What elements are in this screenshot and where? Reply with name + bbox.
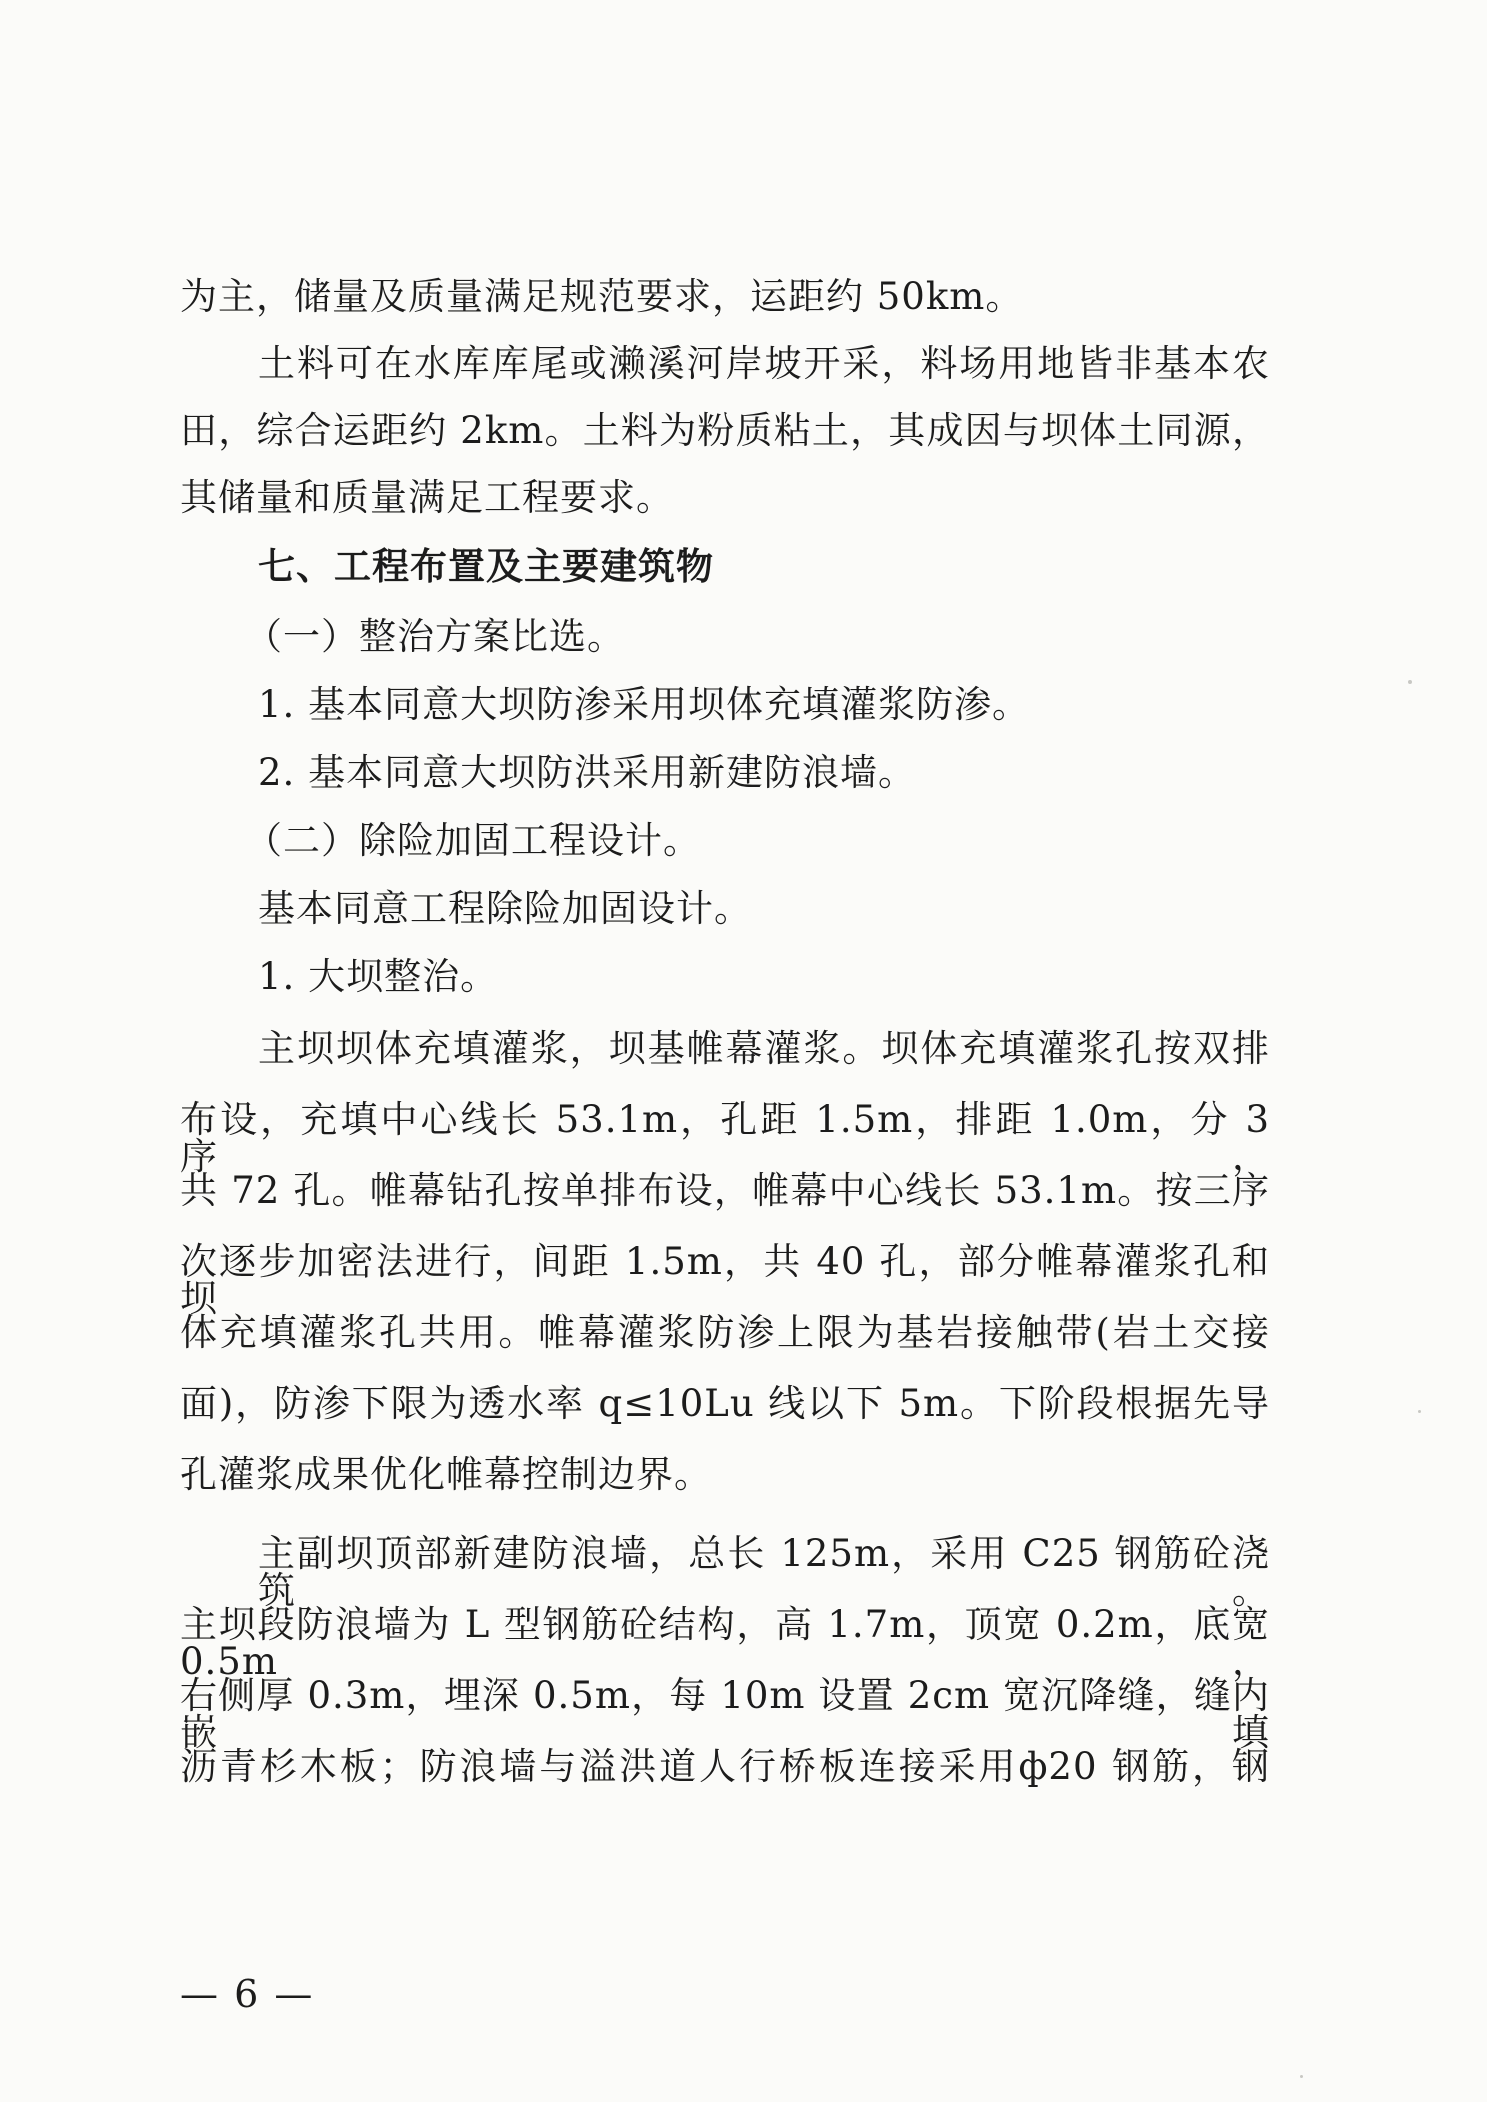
text-line: 体充填灌浆孔共用。帷幕灌浆防渗上限为基岩接触带(岩土交接: [180, 1311, 1270, 1354]
text-line: 田，综合运距约 2km。土料为粉质粘土，其成因与坝体土同源，: [180, 409, 1270, 452]
section-heading: 七、工程布置及主要建筑物: [258, 545, 714, 588]
list-item: 1. 大坝整治。: [258, 955, 499, 998]
text-line: 次逐步加密法进行，间距 1.5m，共 40 孔，部分帷幕灌浆孔和坝: [180, 1240, 1270, 1320]
text-line: 主副坝顶部新建防浪墙，总长 125m，采用 C25 钢筋砼浇筑。: [258, 1532, 1270, 1612]
subsection-heading: （二）除险加固工程设计。: [245, 819, 701, 862]
text-line: 主坝段防浪墙为 L 型钢筋砼结构，高 1.7m，顶宽 0.2m，底宽 0.5m，: [180, 1603, 1270, 1683]
list-item: 1. 基本同意大坝防渗采用坝体充填灌浆防渗。: [258, 683, 1031, 726]
text-line: 面)，防渗下限为透水率 q≤10Lu 线以下 5m。下阶段根据先导: [180, 1382, 1270, 1425]
text-line: 孔灌浆成果优化帷幕控制边界。: [180, 1453, 712, 1496]
text-line: 共 72 孔。帷幕钻孔按单排布设，帷幕中心线长 53.1m。按三序: [180, 1169, 1270, 1212]
text-line: 右侧厚 0.3m，埋深 0.5m，每 10m 设置 2cm 宽沉降缝，缝内嵌填: [180, 1674, 1270, 1754]
list-item: 2. 基本同意大坝防洪采用新建防浪墙。: [258, 751, 917, 794]
text-line: 布设，充填中心线长 53.1m，孔距 1.5m，排距 1.0m，分 3 序，: [180, 1098, 1270, 1178]
scan-speck: [1418, 1410, 1421, 1413]
text-line: 土料可在水库库尾或濑溪河岸坡开采，料场用地皆非基本农: [258, 342, 1270, 385]
text-line: 其储量和质量满足工程要求。: [180, 476, 674, 519]
text-line: 主坝坝体充填灌浆，坝基帷幕灌浆。坝体充填灌浆孔按双排: [258, 1027, 1270, 1070]
text-line: 基本同意工程除险加固设计。: [258, 887, 752, 930]
subsection-heading: （一）整治方案比选。: [245, 615, 625, 658]
text-line: 沥青杉木板；防浪墙与溢洪道人行桥板连接采用ф20 钢筋，钢: [180, 1745, 1270, 1788]
scan-speck: [1408, 680, 1412, 684]
text-line: 为主，储量及质量满足规范要求，运距约 50km。: [180, 275, 1024, 318]
scan-speck: [1300, 2075, 1303, 2078]
page-number: — 6 —: [180, 1972, 315, 2016]
